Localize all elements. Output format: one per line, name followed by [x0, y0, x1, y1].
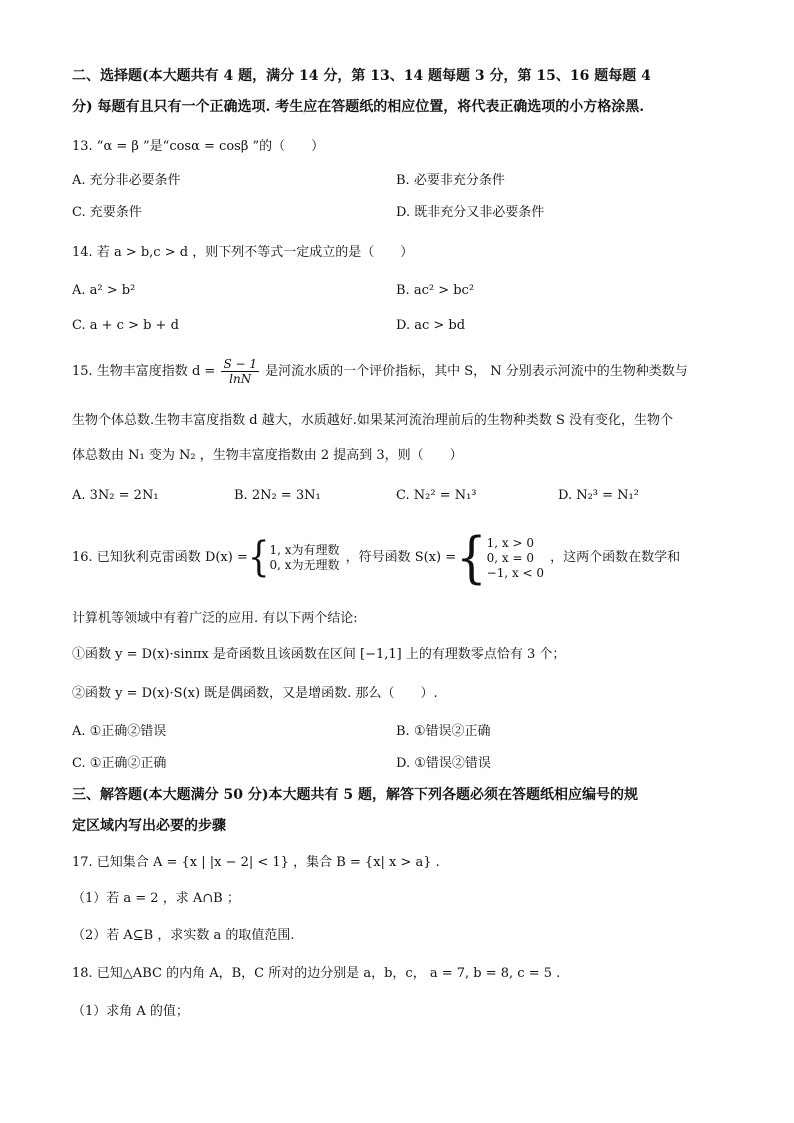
question-17-stem: 17. 已知集合 A = {x | |x − 2| < 1} ，集合 B = {x| x > a} .	[72, 855, 440, 870]
sign-case-positive: 1, x > 0	[486, 535, 535, 550]
q16-stem-before: 16. 已知狄利克雷函数 D(x) =	[72, 550, 248, 565]
q16-option-d: D. ①错误②错误	[396, 756, 491, 771]
q16-stem-after: ，这两个函数在数学和	[550, 550, 681, 565]
q16-option-c: C. ①正确②正确	[72, 756, 167, 771]
question-18-part-1: （1）求角 A 的值；	[72, 1004, 189, 1019]
dirichlet-cases	[270, 543, 340, 573]
fraction-numerator: S − 1	[223, 357, 257, 371]
q15-stem-after: 是河流水质的一个评价指标，其中 S， N 分别表示河流中的生物种类数与	[265, 364, 688, 379]
q16-stem-mid: ，符号函数 S(x) =	[345, 550, 457, 565]
section3-heading-line1: 三、解答题(本大题满分 50 分)本大题共有 5 题，解答下列各题必须在答题纸相应编号的规	[72, 787, 638, 803]
dirichlet-case-rational: 1, x为有理数	[269, 543, 340, 557]
q15-option-b: B. 2N₂ = 3N₁	[234, 488, 321, 503]
question-17-part-1: （1）若 a = 2 ，求 A∩B ；	[72, 891, 240, 906]
section3-heading-line2: 定区域内写出必要的步骤	[72, 818, 226, 834]
q15-option-a: A. 3N₂ = 2N₁	[72, 488, 159, 503]
question-16-line2: 计算机等领域中有着广泛的应用. 有以下两个结论:	[72, 611, 358, 626]
question-15-line3: 体总数由 N₁ 变为 N₂ ，生物丰富度指数由 2 提高到 3，则（ ）	[72, 448, 463, 463]
q13-option-b: B. 必要非充分条件	[396, 173, 505, 188]
sign-case-zero: 0, x = 0	[486, 550, 535, 565]
q16-option-b: B. ①错误②正确	[396, 724, 491, 739]
q15-option-d: D. N₂³ = N₁²	[558, 488, 639, 503]
sign-case-negative: −1, x < 0	[486, 565, 545, 580]
sign-function-cases	[487, 536, 544, 581]
question-18-stem: 18. 已知△ABC 的内角 A，B，C 所对的边分别是 a，b，c， a = 7, b = 8, c = 5 .	[72, 966, 561, 981]
question-16-statement-1: ①函数 y = D(x)·sinπx 是奇函数且该函数在区间 [−1,1] 上的有理数零点恰有 3 个；	[72, 647, 566, 662]
question-16-statement-2: ②函数 y = D(x)·S(x) 既是偶函数，又是增函数. 那么（ ）.	[72, 686, 438, 701]
question-15-line2: 生物个体总数.生物丰富度指数 d 越大，水质越好.如果某河流治理前后的生物种类数 S 没有变化，生物个	[72, 413, 674, 428]
q13-option-a: A. 充分非必要条件	[72, 173, 181, 188]
dirichlet-case-irrational: 0, x为无理数	[269, 558, 340, 572]
q13-option-d: D. 既非充分又非必要条件	[396, 205, 545, 220]
question-14-stem: 14. 若 a > b,c > d ，则下列不等式一定成立的是（ ）	[72, 245, 414, 260]
section2-heading-line1: 二、选择题(本大题共有 4 题，满分 14 分，第 13、14 题每题 3 分，第 15、16 题每题 4	[72, 68, 651, 84]
q14-option-b: B. ac² > bc²	[396, 283, 475, 298]
question-17-part-2: （2）若 A⊆B ，求实数 a 的取值范围.	[72, 928, 295, 943]
question-15-stem	[72, 354, 688, 390]
question-13-stem: 13. “α = β ”是“cosα = cosβ ”的（ ）	[72, 139, 325, 154]
section2-heading-line2: 分) 每题有且只有一个正确选项. 考生应在答题纸的相应位置，将代表正确选项的小方格涂黑.	[72, 99, 645, 115]
q14-option-d: D. ac > bd	[396, 318, 466, 333]
q16-option-a: A. ①正确②错误	[72, 724, 167, 739]
q14-option-c: C. a + c > b + d	[72, 318, 179, 333]
q15-option-c: C. N₂² = N₁³	[396, 488, 477, 503]
richness-index-fraction	[221, 357, 259, 386]
question-16-stem	[72, 522, 680, 594]
q14-option-a: A. a² > b²	[72, 283, 136, 298]
q13-option-c: C. 充要条件	[72, 205, 142, 220]
q15-stem-before: 15. 生物丰富度指数 d =	[72, 364, 216, 379]
fraction-denominator: lnN	[229, 372, 252, 386]
dirichlet-brace: {	[247, 534, 270, 582]
sign-function-brace: {	[456, 525, 487, 591]
